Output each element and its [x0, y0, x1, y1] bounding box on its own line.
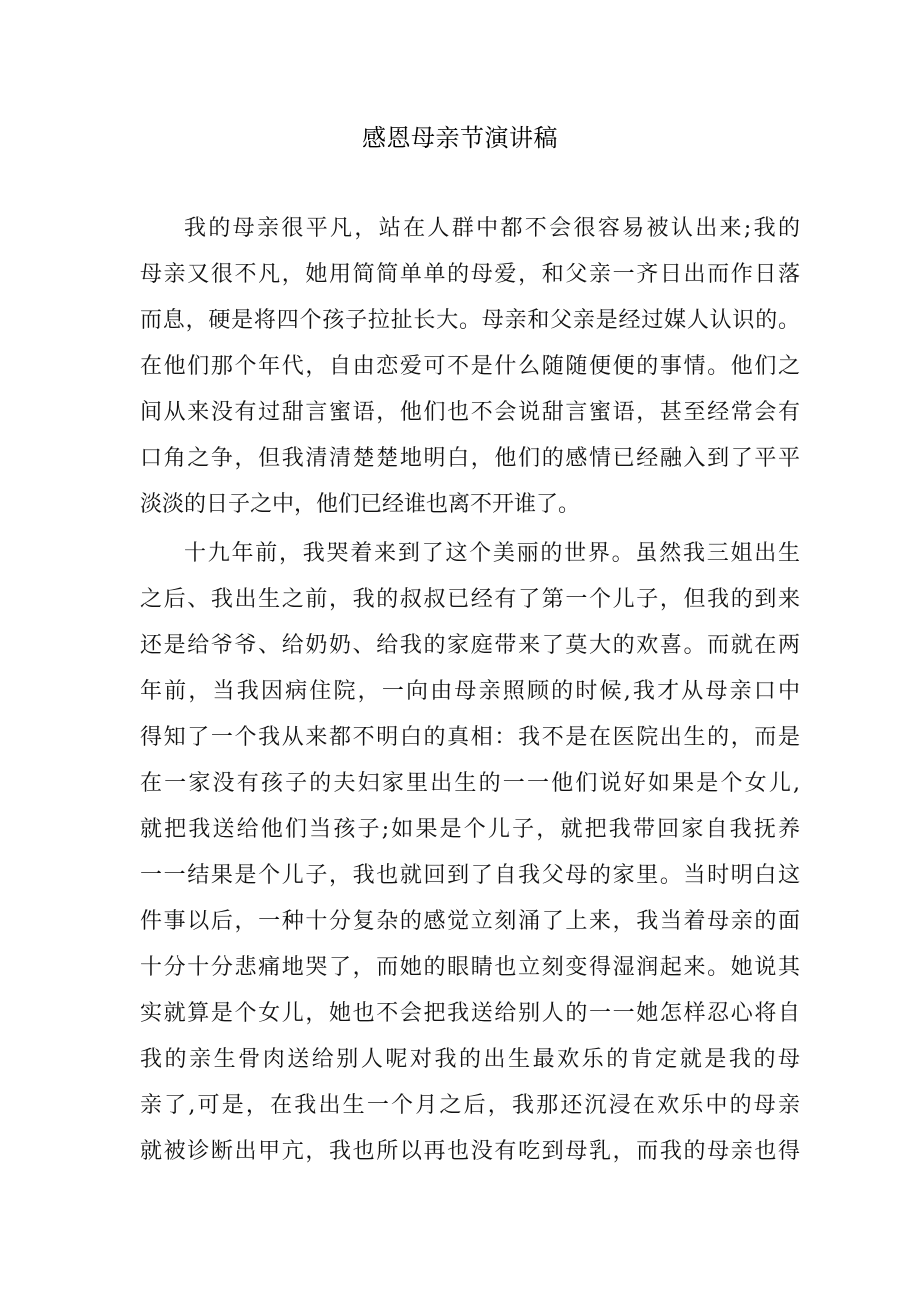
paragraph-1-line-7: 淡淡的日子之中，他们已经谁也离不开谁了。	[140, 492, 581, 517]
paragraph-1-line-5: 间从来没有过甜言蜜语，他们也不会说甜言蜜语，甚至经常会有	[140, 400, 800, 425]
paragraph-2-line-8: 一一结果是个儿子，我也就回到了自我父母的家里。当时明白这	[140, 863, 800, 888]
paragraph-1-line-4: 在他们那个年代，自由恋爱可不是什么随随便便的事情。他们之	[140, 354, 800, 379]
paragraph-2-line-3: 还是给爷爷、给奶奶、给我的家庭带来了莫大的欢喜。而就在两	[140, 633, 800, 658]
paragraph-1-line-1: 我的母亲很平凡，站在人群中都不会很容易被认出来;我的	[184, 216, 800, 241]
paragraph-2-line-13: 亲了,可是，在我出生一个月之后，我那还沉浸在欢乐中的母亲	[140, 1093, 800, 1118]
document-body	[140, 206, 800, 1175]
paragraph-2-line-7: 就把我送给他们当孩子;如果是个儿子，就把我带回家自我抚养	[140, 817, 800, 842]
paragraph-2-line-12: 我的亲生骨肉送给别人呢对我的出生最欢乐的肯定就是我的母	[140, 1047, 800, 1072]
paragraph-2-line-2: 之后、我出生之前，我的叔叔已经有了第一个儿子，但我的到来	[140, 587, 800, 612]
paragraph-2-line-6: 在一家没有孩子的夫妇家里出生的一一他们说好如果是个女儿,	[140, 771, 800, 796]
paragraph-1-line-3: 而息，硬是将四个孩子拉扯长大。母亲和父亲是经过媒人认识的。	[140, 308, 800, 333]
paragraph-2-line-9: 件事以后，一种十分复杂的感觉立刻涌了上来，我当着母亲的面	[140, 909, 800, 934]
paragraph-2-line-1: 十九年前，我哭着来到了这个美丽的世界。虽然我三姐出生	[184, 541, 800, 566]
paragraph-2-line-10: 十分十分悲痛地哭了，而她的眼睛也立刻变得湿润起来。她说其	[140, 955, 800, 980]
paragraph-1-line-6: 口角之争，但我清清楚楚地明白，他们的感情已经融入到了平平	[140, 446, 800, 471]
paragraph-2-line-5: 得知了一个我从来都不明白的真相：我不是在医院出生的，而是	[140, 725, 800, 750]
paragraph-2-line-4: 年前，当我因病住院，一向由母亲照顾的时候,我才从母亲口中	[140, 679, 800, 704]
paragraph-2-line-11: 实就算是个女儿，她也不会把我送给别人的一一她怎样忍心将自	[140, 1001, 800, 1026]
document-title: 感恩母亲节演讲稿	[362, 124, 558, 152]
paragraph-2-line-14: 就被诊断出甲亢，我也所以再也没有吃到母乳，而我的母亲也得	[140, 1139, 800, 1164]
paragraph-1-line-2: 母亲又很不凡，她用简简单单的母爱，和父亲一齐日出而作日落	[140, 262, 800, 287]
